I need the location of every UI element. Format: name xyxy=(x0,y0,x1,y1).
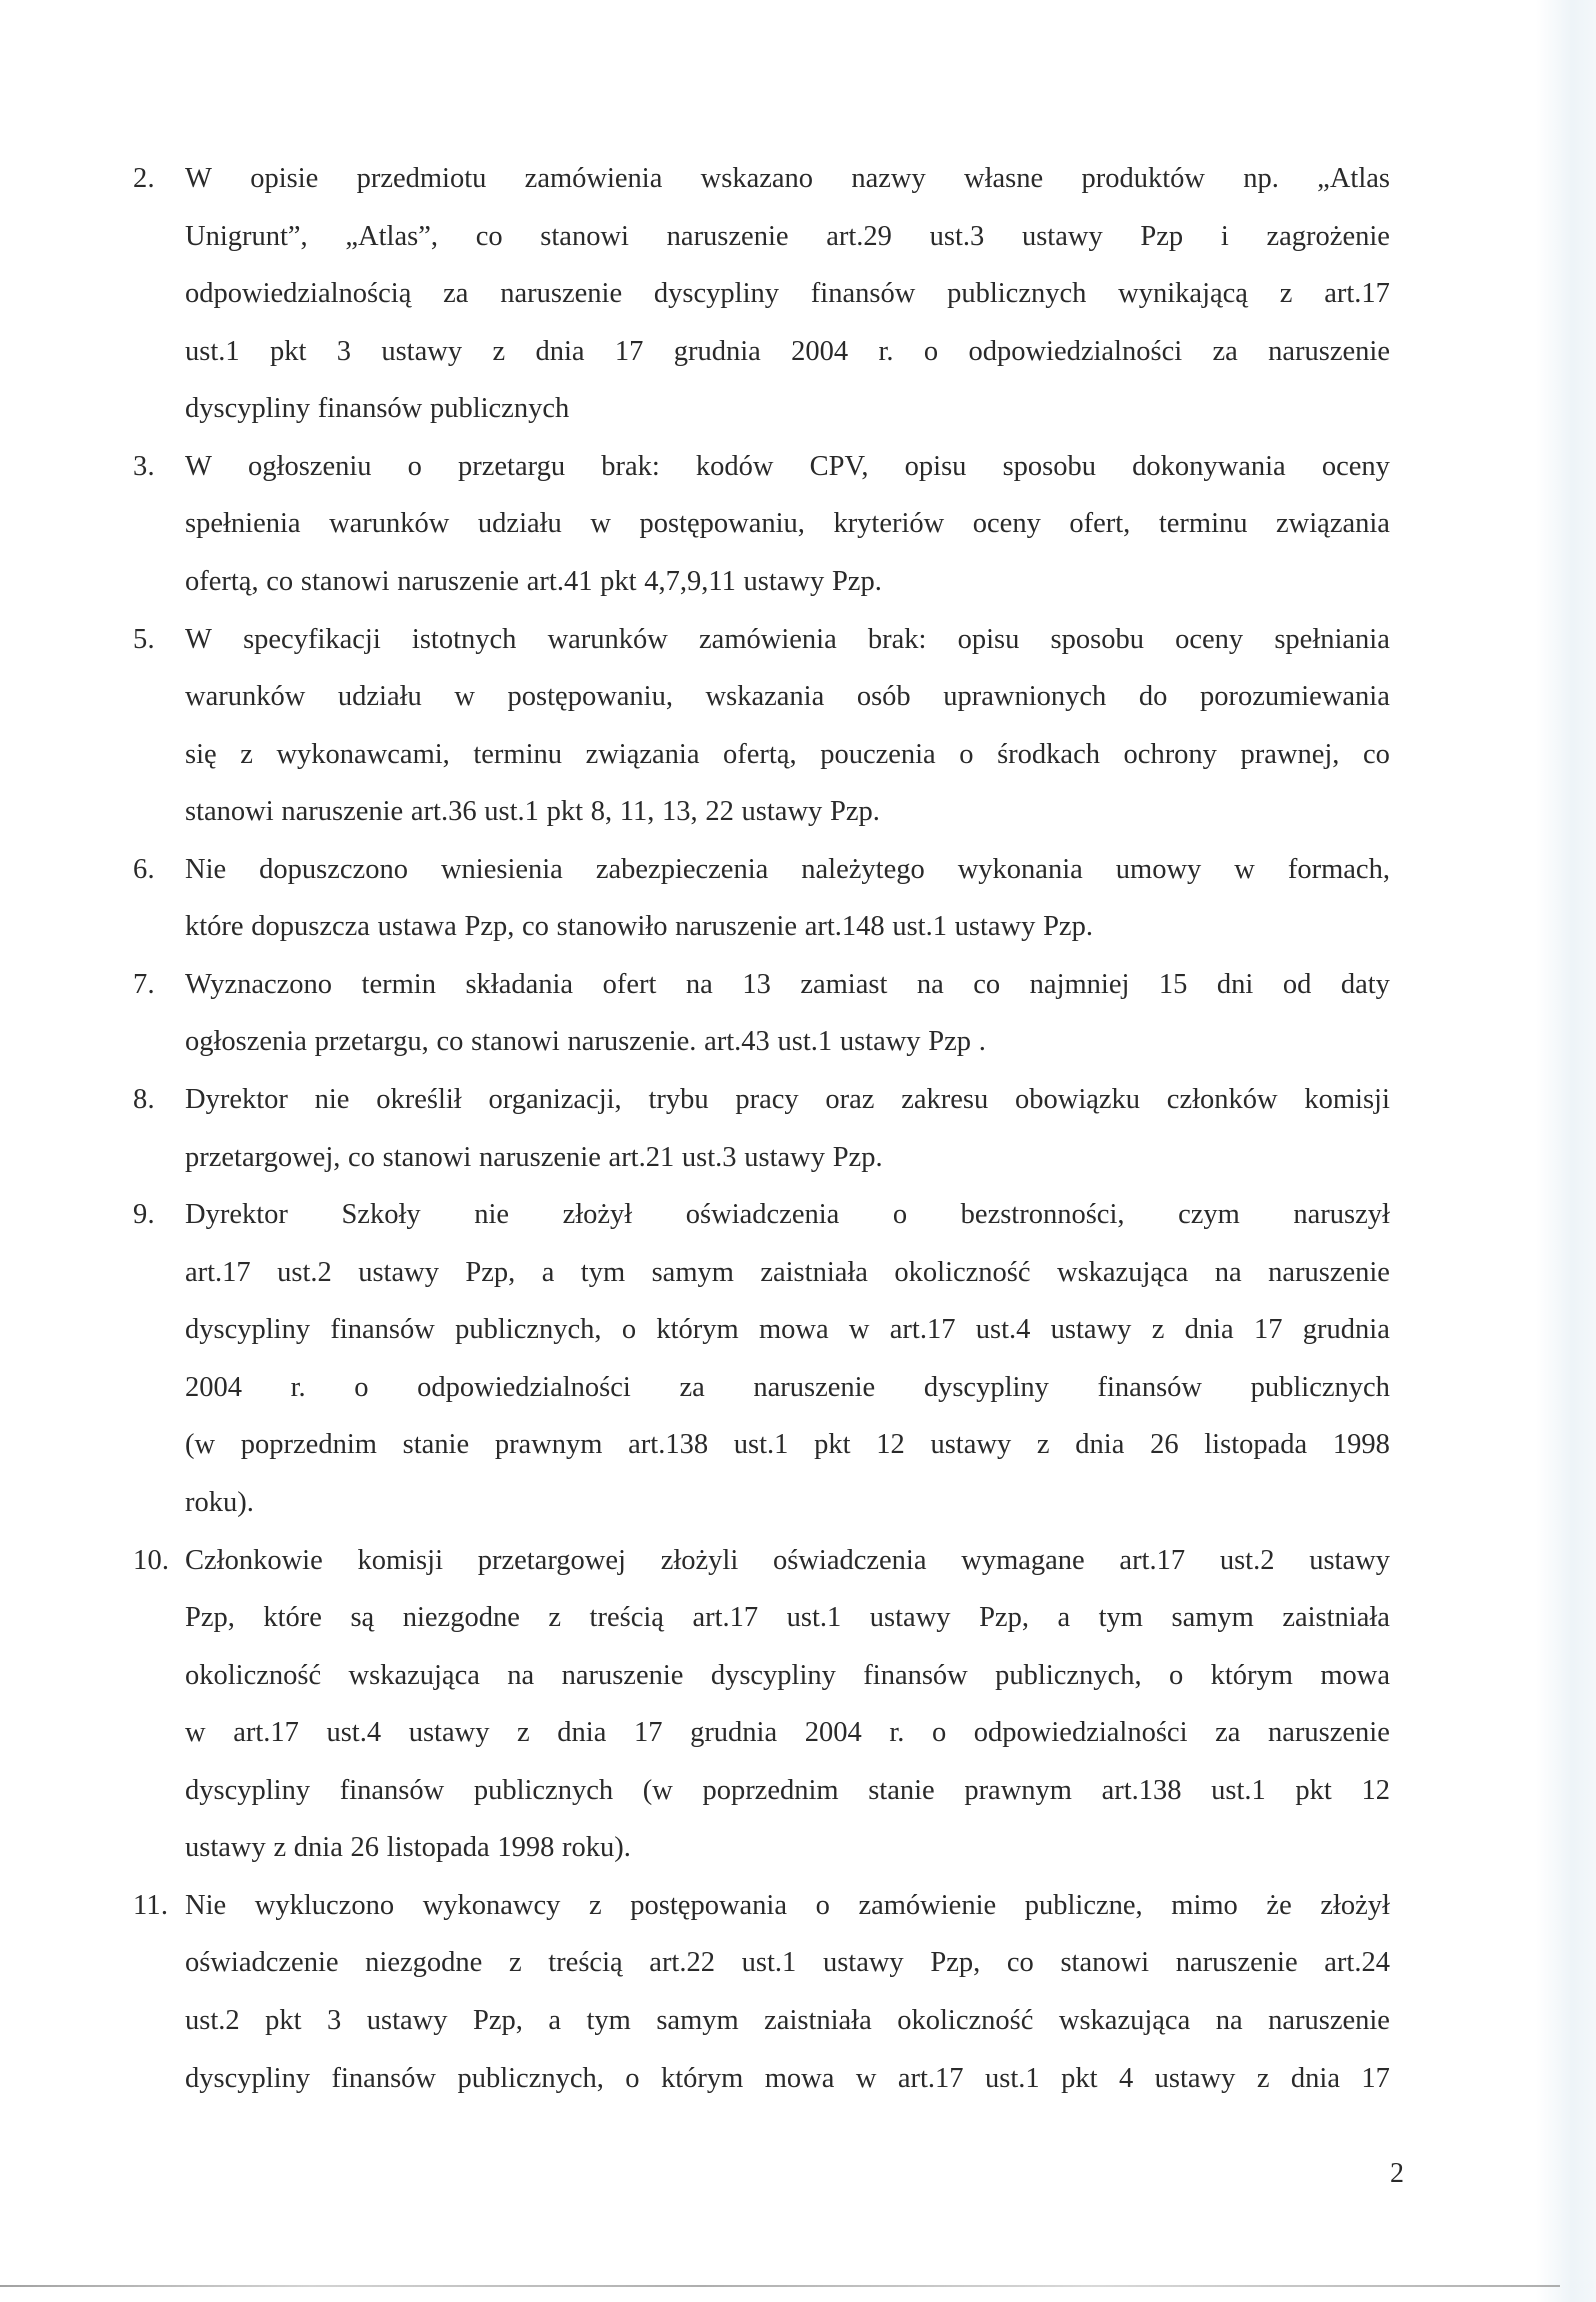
finding-item xyxy=(133,956,1390,1071)
item-number: 11. xyxy=(133,1889,169,1921)
text-line: Nie wykluczono wykonawcy z postępowania o zamówienie publiczne, mimo że złożył xyxy=(185,1889,1390,1921)
text-line: w art.17 ust.4 ustawy z dnia 17 grudnia 2004 r. o odpowiedzialności za naruszenie xyxy=(185,1717,1390,1749)
text-line: Unigrunt”, „Atlas”, co stanowi naruszenie art.29 ust.3 ustawy Pzp i zagrożenie xyxy=(185,220,1390,252)
finding-item xyxy=(133,150,1390,438)
text-line: ust.2 pkt 3 ustawy Pzp, a tym samym zaistniała okoliczność wskazująca na naruszenie xyxy=(185,2005,1390,2036)
text-line: Dyrektor Szkoły nie złożył oświadczenia o bezstronności, czym naruszył xyxy=(185,1199,1390,1231)
page-number: 2 xyxy=(1390,2158,1404,2189)
scan-edge-tint xyxy=(1536,0,1596,2302)
text-line: ofertą, co stanowi naruszenie art.41 pkt 4,7,9,11 ustawy Pzp. xyxy=(185,565,882,597)
text-line: ogłoszenia przetargu, co stanowi naruszenie. art.43 ust.1 ustawy Pzp . xyxy=(185,1026,986,1058)
text-line: warunków udziału w postępowaniu, wskazania osób uprawnionych do porozumiewania xyxy=(185,681,1390,713)
text-line: oświadczenie niezgodne z treścią art.22 ust.1 ustawy Pzp, co stanowi naruszenie art.24 xyxy=(185,1947,1390,1979)
text-line: spełnienia warunków udziału w postępowaniu, kryteriów oceny ofert, terminu związania xyxy=(185,508,1390,540)
text-line: przetargowej, co stanowi naruszenie art.21 ust.3 ustawy Pzp. xyxy=(185,1141,883,1173)
text-line: dyscypliny finansów publicznych, o którym mowa w art.17 ust.1 pkt 4 ustawy z dnia 17 xyxy=(185,2062,1390,2094)
text-line: odpowiedzialnością za naruszenie dyscypliny finansów publicznych wynikającą z art.17 xyxy=(185,278,1390,310)
text-line: ust.1 pkt 3 ustawy z dnia 17 grudnia 2004 r. o odpowiedzialności za naruszenie xyxy=(185,335,1390,367)
text-line: Pzp, które są niezgodne z treścią art.17 ust.1 ustawy Pzp, a tym samym zaistniała xyxy=(185,1602,1390,1634)
text-line: dyscypliny finansów publicznych xyxy=(185,393,570,425)
text-line: okoliczność wskazująca na naruszenie dyscypliny finansów publicznych, o którym mowa xyxy=(185,1659,1390,1691)
finding-item xyxy=(133,611,1390,841)
footer-rule xyxy=(0,2285,1560,2287)
finding-item xyxy=(133,438,1390,611)
item-number: 9. xyxy=(133,1199,155,1231)
text-line: art.17 ust.2 ustawy Pzp, a tym samym zaistniała okoliczność wskazująca na naruszenie xyxy=(185,1256,1390,1288)
text-line: Dyrektor nie określił organizacji, trybu pracy oraz zakresu obowiązku członków komisji xyxy=(185,1084,1390,1115)
text-line: które dopuszcza ustawa Pzp, co stanowiło naruszenie art.148 ust.1 ustawy Pzp. xyxy=(185,911,1093,943)
text-line: W ogłoszeniu o przetargu brak: kodów CPV, opisu sposobu dokonywania oceny xyxy=(185,450,1390,482)
finding-item xyxy=(133,1186,1390,1531)
text-line: Wyznaczono termin składania ofert na 13 zamiast na co najmniej 15 dni od daty xyxy=(185,968,1390,1000)
text-line: W opisie przedmiotu zamówienia wskazano nazwy własne produktów np. „Atlas xyxy=(185,163,1390,194)
text-line: się z wykonawcami, terminu związania ofertą, pouczenia o środkach ochrony prawnej, co xyxy=(185,738,1390,770)
finding-item xyxy=(133,841,1390,956)
item-number: 10. xyxy=(133,1544,170,1576)
item-number: 2. xyxy=(133,163,155,194)
finding-item xyxy=(133,1071,1390,1186)
text-line: ustawy z dnia 26 listopada 1998 roku). xyxy=(185,1832,631,1864)
item-number: 3. xyxy=(133,450,155,482)
text-line: (w poprzednim stanie prawnym art.138 ust.1 pkt 12 ustawy z dnia 26 listopada 1998 xyxy=(185,1429,1390,1461)
findings-list xyxy=(133,150,1390,2107)
text-line: dyscypliny finansów publicznych (w poprzednim stanie prawnym art.138 ust.1 pkt 12 xyxy=(185,1774,1390,1806)
text-line: dyscypliny finansów publicznych, o którym mowa w art.17 ust.4 ustawy z dnia 17 grudnia xyxy=(185,1314,1390,1346)
text-line: Członkowie komisji przetargowej złożyli oświadczenia wymagane art.17 ust.2 ustawy xyxy=(185,1544,1390,1576)
item-number: 7. xyxy=(133,968,155,1000)
text-line: roku). xyxy=(185,1486,254,1518)
item-number: 8. xyxy=(133,1084,155,1115)
text-line: Nie dopuszczono wniesienia zabezpieczenia należytego wykonania umowy w formach, xyxy=(185,853,1390,885)
finding-item xyxy=(133,1877,1390,2107)
item-number: 6. xyxy=(133,853,155,885)
text-line: stanowi naruszenie art.36 ust.1 pkt 8, 11, 13, 22 ustawy Pzp. xyxy=(185,796,880,828)
text-line: 2004 r. o odpowiedzialności za naruszenie dyscypliny finansów publicznych xyxy=(185,1371,1390,1403)
finding-item xyxy=(133,1532,1390,1877)
item-number: 5. xyxy=(133,623,155,655)
text-line: W specyfikacji istotnych warunków zamówienia brak: opisu sposobu oceny spełniania xyxy=(185,623,1390,655)
